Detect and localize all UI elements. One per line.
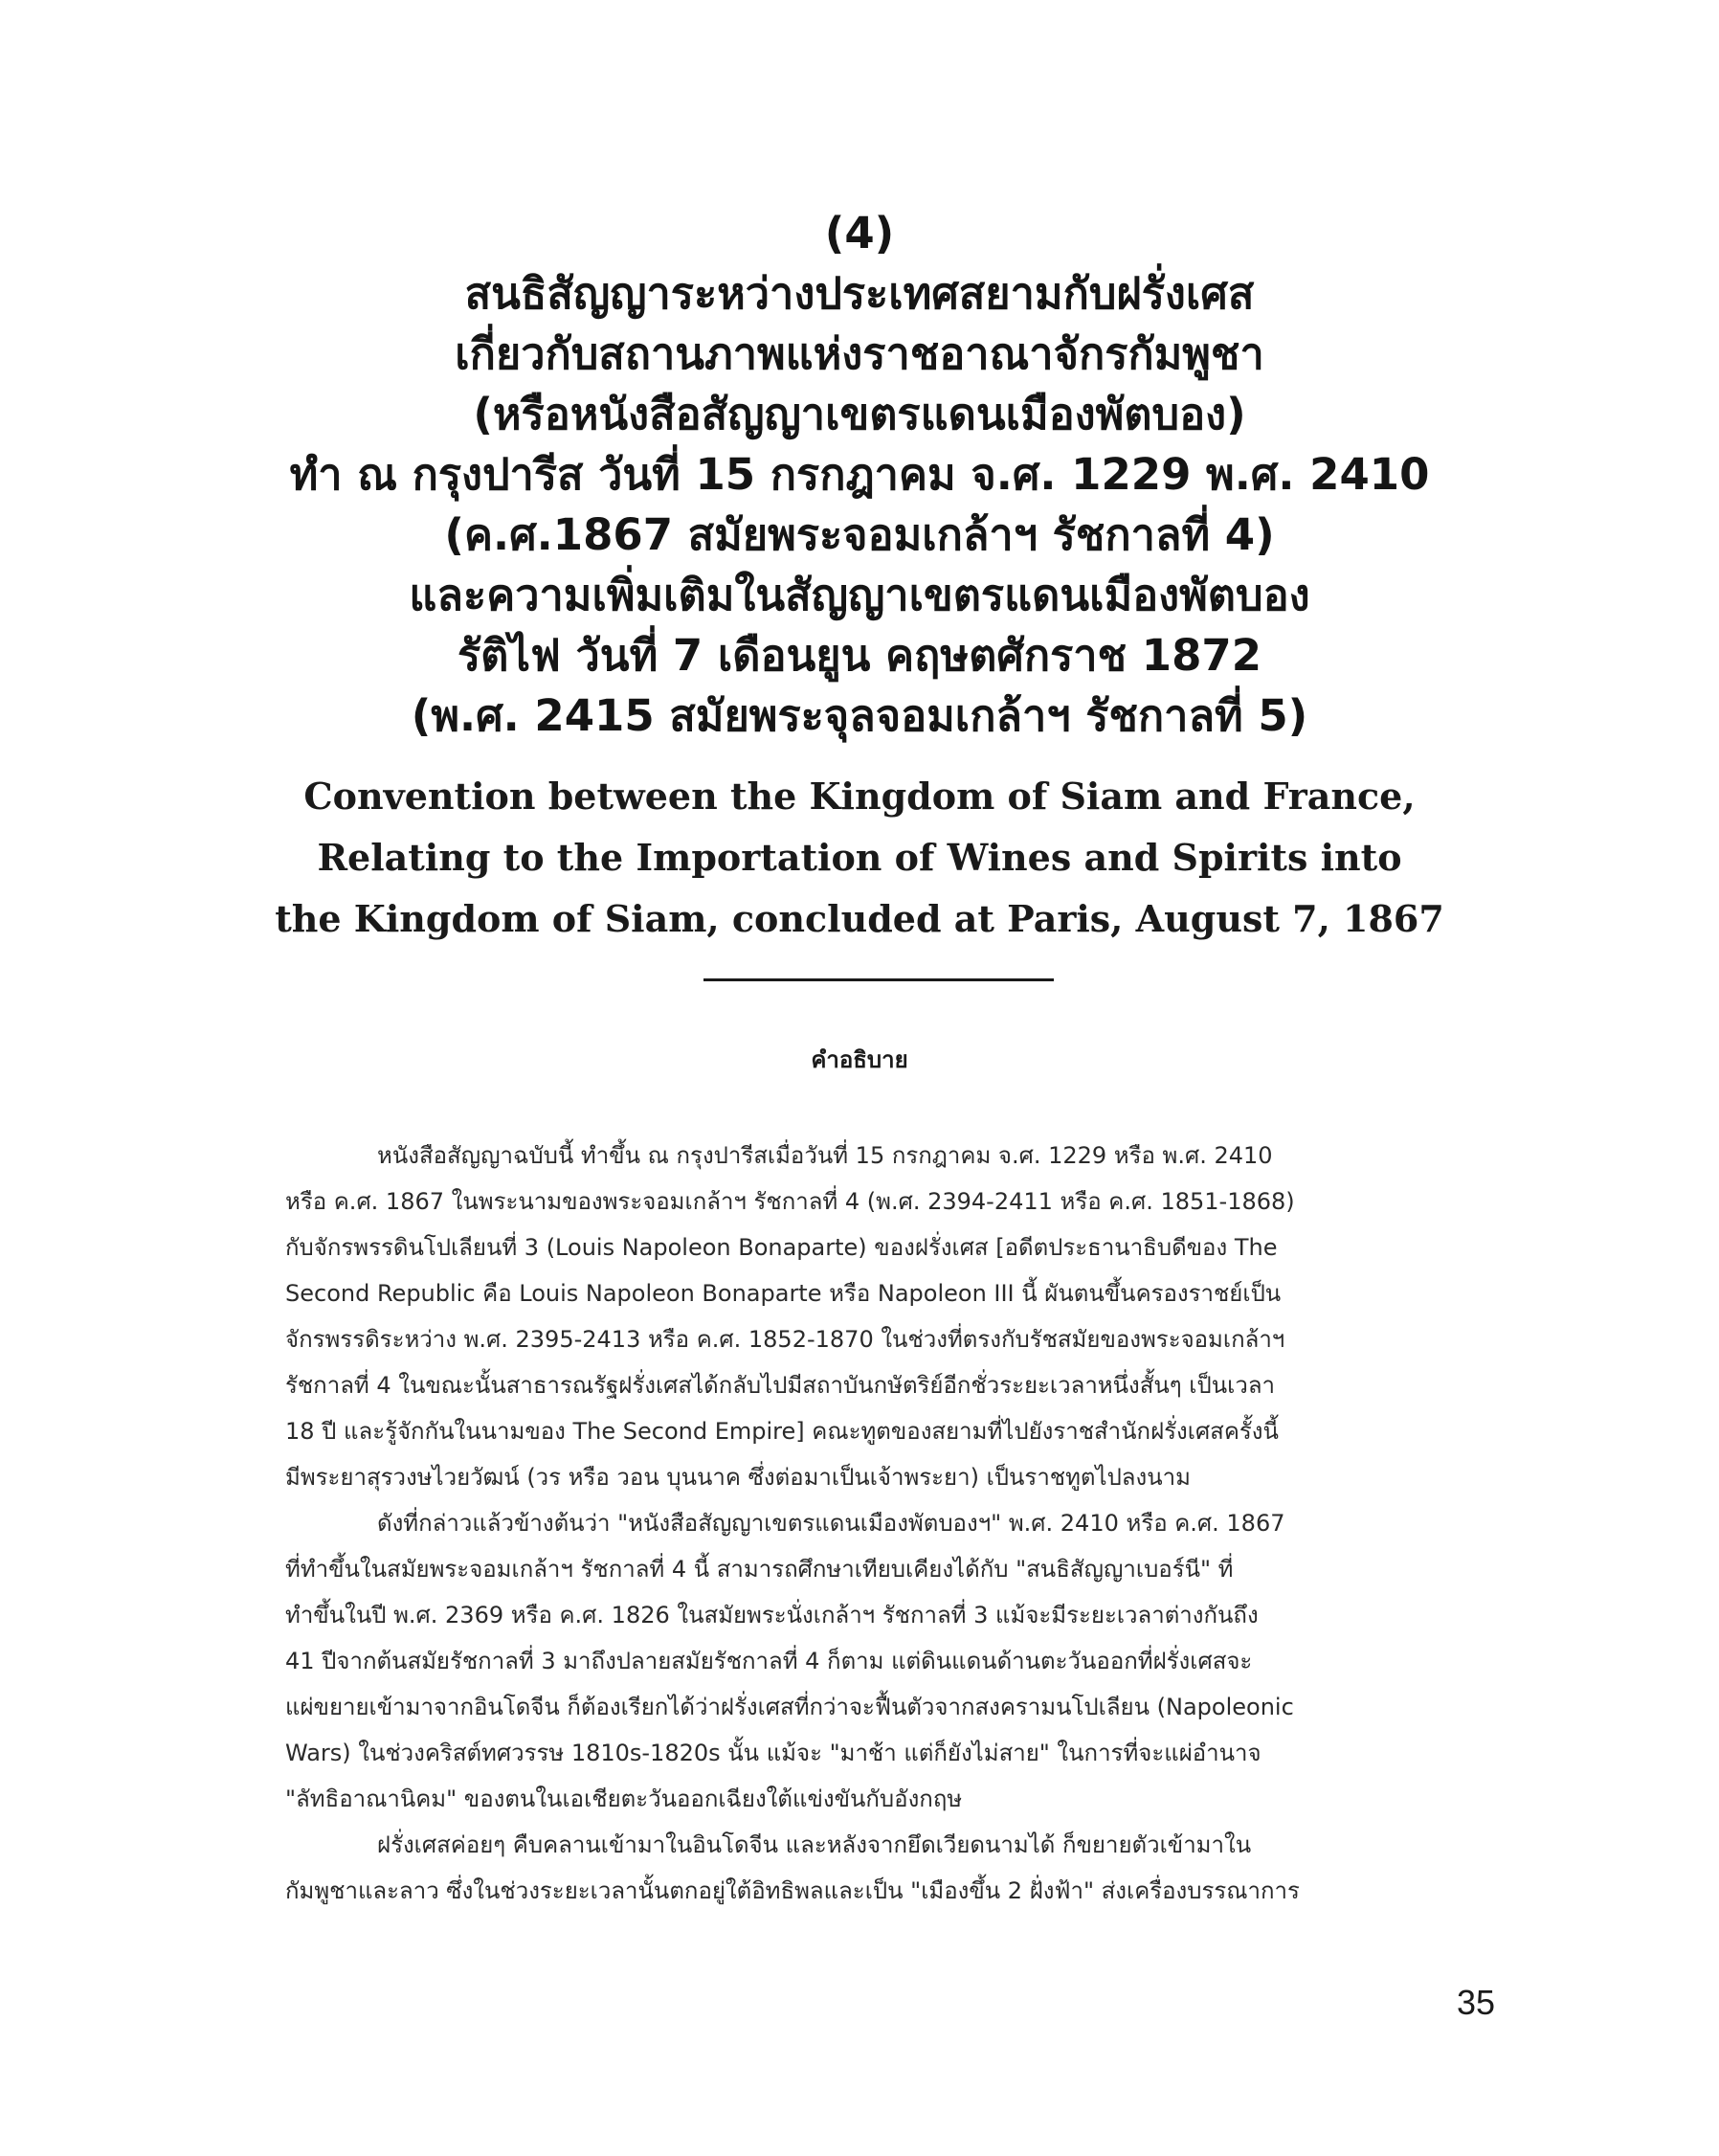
thai-title-line: สนธิสัญญาระหว่างประเทศสยามกับฝรั่งเศส bbox=[464, 268, 1255, 319]
thai-title-line: (หรือหนังสือสัญญาเขตรแดนเมืองพัตบอง) bbox=[473, 389, 1246, 439]
body-line: หรือ ค.ศ. 1867 ในพระนามของพระจอมเกล้าฯ รัชกาลที่ 4 (พ.ศ. 2394-2411 หรือ ค.ศ. 1851-1868) bbox=[285, 1188, 1295, 1215]
body-line: Second Republic คือ Louis Napoleon Bonaparte หรือ Napoleon III นี้ ผันตนขึ้นครองราชย์เป็น bbox=[285, 1280, 1282, 1307]
english-title-line: the Kingdom of Siam, concluded at Paris, August 7, 1867 bbox=[275, 897, 1444, 940]
thai-title-line: เกี่ยวกับสถานภาพแห่งราชอาณาจักรกัมพูชา bbox=[455, 328, 1264, 379]
thai-title-line: รัติไฟ วันที่ 7 เดือนยูน คฤษตศักราช 1872 bbox=[457, 630, 1261, 681]
thai-title-line: (ค.ศ.1867 สมัยพระจอมเกล้าฯ รัชกาลที่ 4) bbox=[444, 509, 1275, 560]
thai-title-line: ทำ ณ กรุงปารีส วันที่ 15 กรกฎาคม จ.ศ. 1229 พ.ศ. 2410 bbox=[289, 449, 1430, 500]
body-line: หนังสือสัญญาฉบับนี้ ทำขึ้น ณ กรุงปารีสเมื่อวันที่ 15 กรกฎาคม จ.ศ. 1229 หรือ พ.ศ. 2410 bbox=[377, 1142, 1273, 1169]
body-line: ดังที่กล่าวแล้วข้างต้นว่า "หนังสือสัญญาเขตรแดนเมืองพัตบองฯ" พ.ศ. 2410 หรือ ค.ศ. 1867 bbox=[377, 1510, 1285, 1537]
english-title-line: Convention between the Kingdom of Siam and France, bbox=[303, 775, 1416, 818]
body-line: 41 ปีจากต้นสมัยรัชกาลที่ 3 มาถึงปลายสมัยรัชกาลที่ 4 ก็ตาม แต่ดินแดนด้านตะวันออกที่ฝรั่งเศสจะ bbox=[285, 1648, 1253, 1674]
body-line: ทำขึ้นในปี พ.ศ. 2369 หรือ ค.ศ. 1826 ในสมัยพระนั่งเกล้าฯ รัชกาลที่ 3 แม้จะมีระยะเวลาต่างกันถึง bbox=[285, 1602, 1259, 1628]
english-title bbox=[172, 766, 1547, 950]
page-number: 35 bbox=[1456, 1983, 1495, 2022]
body-line: กัมพูชาและลาว ซึ่งในช่วงระยะเวลานั้นตกอยู่ใต้อิทธิพลและเป็น "เมืองขึ้น 2 ฝั่งฟ้า" ส่งเครื่องบรรณาการ bbox=[285, 1877, 1300, 1904]
body-line: แผ่ขยายเข้ามาจากอินโดจีน ก็ต้องเรียกได้ว่าฝรั่งเศสที่กว่าจะฟื้นตัวจากสงครามนโปเลียน (Napoleonic bbox=[285, 1694, 1294, 1720]
thai-title-line: (พ.ศ. 2415 สมัยพระจุลจอมเกล้าฯ รัชกาลที่ 5) bbox=[411, 690, 1308, 741]
section-heading: คำอธิบาย bbox=[811, 1046, 908, 1073]
body-line: Wars) ในช่วงคริสต์ทศวรรษ 1810s-1820s นั้น แม้จะ "มาช้า แต่ก็ยังไม่สาย" ในการที่จะแผ่อำนาจ bbox=[285, 1740, 1261, 1766]
thai-title-line: และความเพิ่มเติมในสัญญาเขตรแดนเมืองพัตบอง bbox=[409, 570, 1310, 620]
thai-title bbox=[172, 203, 1547, 746]
body-line: ฝรั่งเศสค่อยๆ คืบคลานเข้ามาในอินโดจีน และหลังจากยึดเวียดนามได้ ก็ขยายตัวเข้ามาใน bbox=[377, 1831, 1252, 1858]
title-divider bbox=[703, 978, 1054, 981]
body-line: รัชกาลที่ 4 ในขณะนั้นสาธารณรัฐฝรั่งเศสได้กลับไปมีสถาบันกษัตริย์อีกชั่วระยะเวลาหนึ่งสั้นๆ เป็นเวลา bbox=[285, 1372, 1276, 1399]
body-text bbox=[285, 1133, 1470, 1914]
english-title-line: Relating to the Importation of Wines and Spirits into bbox=[317, 836, 1402, 879]
body-line: กับจักรพรรดินโปเลียนที่ 3 (Louis Napoleon Bonaparte) ของฝรั่งเศส [อดีตประธานาธิบดีของ The bbox=[285, 1234, 1278, 1261]
body-line: ที่ทำขึ้นในสมัยพระจอมเกล้าฯ รัชกาลที่ 4 นี้ สามารถศึกษาเทียบเคียงได้กับ "สนธิสัญญาเบอร์นี" ที่ bbox=[285, 1556, 1234, 1583]
thai-title-line: (4) bbox=[824, 208, 895, 258]
body-line: มีพระยาสุรวงษไวยวัฒน์ (วร หรือ วอน บุนนาค ซึ่งต่อมาเป็นเจ้าพระยา) เป็นราชทูตไปลงนาม bbox=[285, 1464, 1191, 1491]
body-line: จักรพรรดิระหว่าง พ.ศ. 2395-2413 หรือ ค.ศ. 1852-1870 ในช่วงที่ตรงกับรัชสมัยของพระจอมเกล้าฯ bbox=[285, 1326, 1285, 1353]
body-line: "ลัทธิอาณานิคม" ของตนในเอเชียตะวันออกเฉียงใต้แข่งขันกับอังกฤษ bbox=[285, 1785, 963, 1812]
body-line: 18 ปี และรู้จักกันในนามของ The Second Empire] คณะทูตของสยามที่ไปยังราชสำนักฝรั่งเศสครั้งนี้ bbox=[285, 1418, 1279, 1445]
